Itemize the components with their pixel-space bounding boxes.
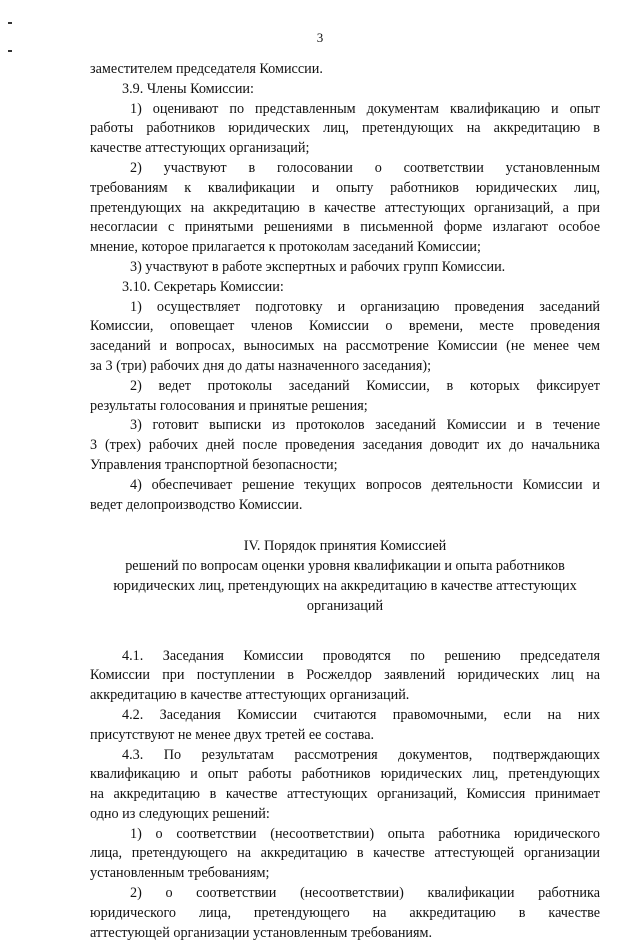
- text-line: мнение, которое прилагается к протоколам заседаний Комиссии;: [90, 239, 481, 256]
- text-line: присутствуют не менее двух третей ее состава.: [90, 726, 375, 743]
- text-line: несогласии с принятыми решениями в письменной форме излагают особое: [90, 219, 600, 236]
- clause-4-1: 4.1. Заседания Комиссии проводятся по решению председателя: [122, 647, 600, 664]
- text-line: на аккредитацию в качестве аттестующих организаций, Комиссия принимает: [90, 786, 600, 803]
- text-line: заместителем председателя Комиссии.: [90, 61, 323, 77]
- text-line: 1) осуществляет подготовку и организацию проведения заседаний: [130, 298, 600, 315]
- text-line: 4) обеспечивает решение текущих вопросов деятельности Комиссии и: [130, 476, 600, 493]
- text-line: юридического лица, претендующего на аккредитацию в качестве: [90, 904, 600, 921]
- clause-4-2: 4.2. Заседания Комиссии считаются правомочными, если на них: [122, 706, 600, 723]
- text-line: 2) о соответствии (несоответствии) квалификации работника: [130, 885, 600, 902]
- text-line: аттестующей организации установленным требованиям.: [90, 924, 433, 941]
- section-heading: юридических лиц, претендующих на аккредитацию в качестве аттестующих: [113, 577, 577, 594]
- text-line: за 3 (три) рабочих дня до даты назначенного заседания);: [90, 357, 432, 374]
- text-line: одно из следующих решений:: [90, 805, 270, 822]
- section-heading: IV. Порядок принятия Комиссией: [243, 538, 447, 555]
- text-line: Комиссии, оповещает членов Комиссии о времени, месте проведения: [90, 318, 600, 335]
- text-line: 3) готовит выписки из протоколов заседаний Комиссии и в течение: [130, 417, 600, 434]
- text-line: 1) о соответствии (несоответствии) опыта работника юридического: [130, 825, 600, 842]
- clause-3-10: 3.10. Секретарь Комиссии:: [122, 278, 284, 295]
- text-line: 3) участвуют в работе экспертных и рабочих групп Комиссии.: [130, 258, 506, 275]
- text-line: 1) оценивают по представленным документам квалификацию и опыт: [130, 100, 600, 117]
- text-line: квалификацию и опыт работы работников юридических лиц, претендующих: [90, 766, 600, 783]
- text-line: лица, претендующего на аккредитацию в качестве аттестующей организации: [90, 845, 600, 862]
- document-body: [90, 60, 600, 943]
- text-line: ведет делопроизводство Комиссии.: [90, 496, 303, 513]
- text-line: установленным требованиям;: [90, 865, 270, 882]
- section-heading: организаций: [306, 597, 384, 614]
- clause-3-9: 3.9. Члены Комиссии:: [122, 80, 254, 97]
- text-line: Комиссии при поступлении в Росжелдор заявлений юридических лиц на: [90, 667, 600, 684]
- text-line: заседаний и вопросах, выносимых на рассмотрение Комиссии (не менее чем: [90, 338, 600, 355]
- page-number: 3: [316, 30, 324, 45]
- text-line: Управления транспортной безопасности;: [90, 456, 338, 473]
- text-line: 2) участвуют в голосовании о соответствии установленным: [130, 159, 600, 176]
- text-line: претендующих на аккредитацию в качестве аттестующих организаций, а при: [90, 199, 600, 216]
- text-line: аккредитацию в качестве аттестующих организаций.: [90, 687, 410, 704]
- text-line: результаты голосования и принятые решения;: [90, 397, 368, 414]
- text-line: работы работников юридических лиц, претендующих на аккредитацию в: [90, 120, 600, 137]
- text-line: 2) ведет протоколы заседаний Комиссии, в которых фиксирует: [130, 377, 600, 394]
- scan-mark: [8, 50, 12, 52]
- text-line: 3 (трех) рабочих дней после проведения заседания доводит их до начальника: [90, 437, 600, 454]
- text-line: качестве аттестующих организаций;: [90, 140, 310, 157]
- text-line: требованиям к квалификации и опыту работников юридических лиц,: [90, 179, 600, 196]
- section-heading: решений по вопросам оценки уровня квалификации и опыта работников: [125, 558, 565, 575]
- scan-mark: [8, 22, 12, 24]
- clause-4-3: 4.3. По результатам рассмотрения документов, подтверждающих: [122, 746, 600, 763]
